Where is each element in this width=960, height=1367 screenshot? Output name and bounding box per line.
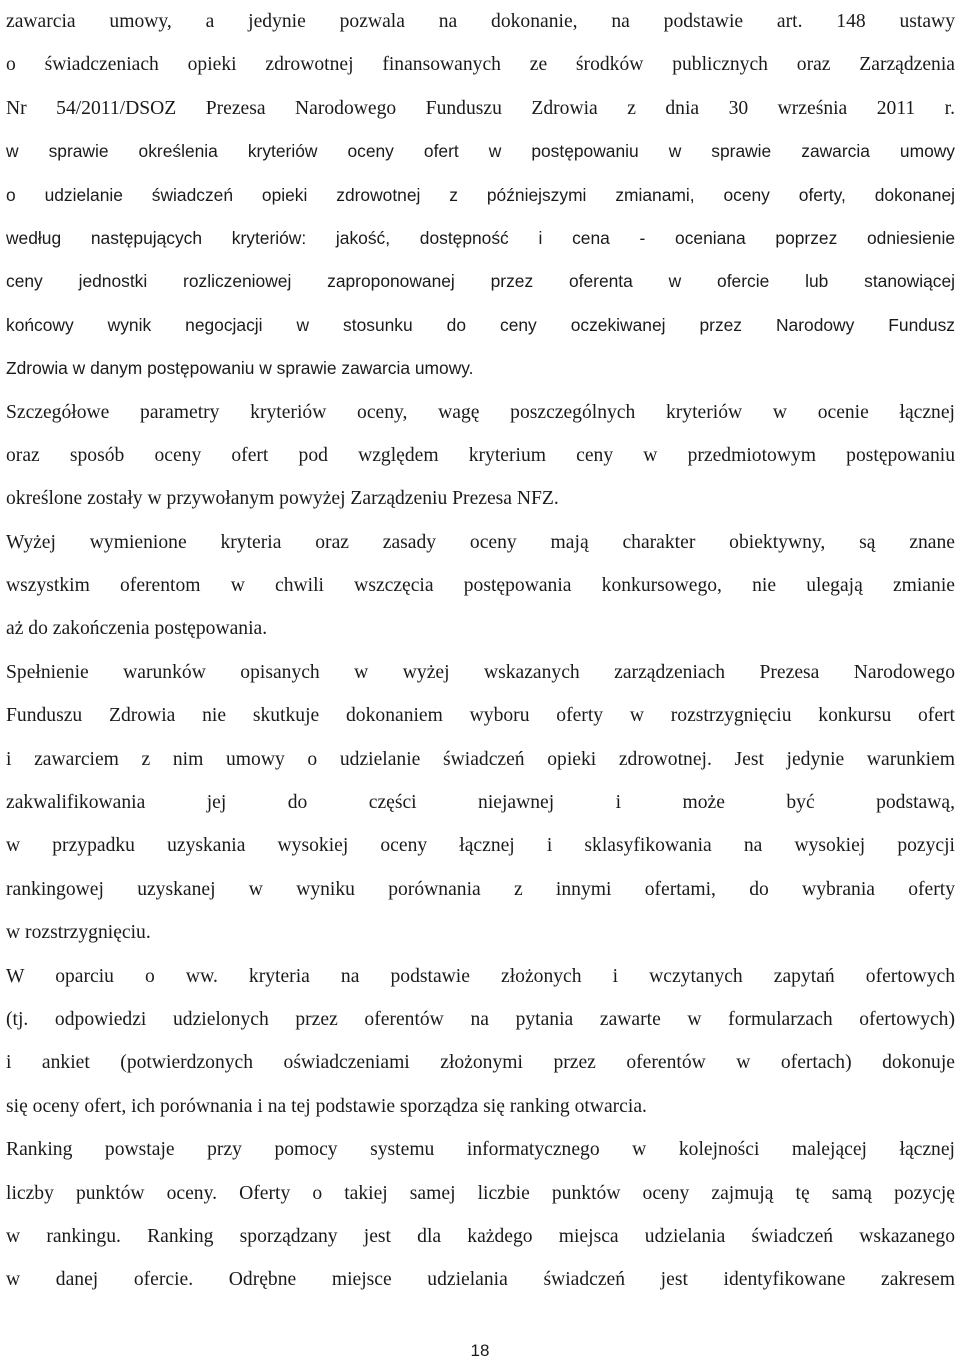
text-line: i zawarciem z nim umowy o udzielanie świadczeń opieki zdrowotnej. Jest jedynie warunkiem <box>6 748 955 770</box>
page-number: 18 <box>470 1341 490 1360</box>
text-line: w rankingu. Ranking sporządzany jest dla każdego miejsca udzielania świadczeń wskazanego <box>6 1225 955 1247</box>
text-line: końcowy wynik negocjacji w stosunku do ceny oczekiwanej przez Narodowy Fundusz <box>6 314 955 335</box>
text-line: ceny jednostki rozliczeniowej zaproponowanej przez oferenta w ofercie lub stanowiącej <box>6 271 955 292</box>
text-line: według następujących kryteriów: jakość, dostępność i cena - oceniana poprzez odniesienie <box>6 227 955 248</box>
text-line: Zdrowia w danym postępowaniu w sprawie zawarcia umowy. <box>6 358 474 379</box>
text-line: w sprawie określenia kryteriów oceny ofert w postępowaniu w sprawie zawarcia umowy <box>6 141 955 162</box>
text-line: (tj. odpowiedzi udzielonych przez oferentów na pytania zawarte w formularzach ofertowych) <box>6 1008 955 1030</box>
text-line: w przypadku uzyskania wysokiej oceny łącznej i sklasyfikowania na wysokiej pozycji <box>6 835 955 857</box>
text-line: się oceny ofert, ich porównania i na tej podstawie sporządza się ranking otwarcia. <box>6 1095 647 1117</box>
text-line: Nr 54/2011/DSOZ Prezesa Narodowego Funduszu Zdrowia z dnia 30 września 2011 r. <box>6 97 955 119</box>
text-line: aż do zakończenia postępowania. <box>6 618 268 640</box>
text-line: zakwalifikowania jej do części niejawnej i może być podstawą, <box>6 792 955 814</box>
text-line: i ankiet (potwierdzonych oświadczeniami złożonymi przez oferentów w ofertach) dokonuje <box>6 1052 955 1074</box>
text-line: Funduszu Zdrowia nie skutkuje dokonaniem wyboru oferty w rozstrzygnięciu konkursu ofert <box>6 705 955 727</box>
text-line: Szczegółowe parametry kryteriów oceny, wagę poszczególnych kryteriów w ocenie łącznej <box>6 401 955 423</box>
text-line: Wyżej wymienione kryteria oraz zasady oceny mają charakter obiektywny, są znane <box>6 531 955 553</box>
text-line: Ranking powstaje przy pomocy systemu informatycznego w kolejności malejącej łącznej <box>6 1139 955 1161</box>
text-line: rankingowej uzyskanej w wyniku porównania z innymi ofertami, do wybrania oferty <box>6 878 955 900</box>
text-line: o udzielanie świadczeń opieki zdrowotnej z późniejszymi zmianami, oceny oferty, dokonanej <box>6 184 955 205</box>
text-line: wszystkim oferentom w chwili wszczęcia postępowania konkursowego, nie ulegają zmianie <box>6 575 955 597</box>
text-line: liczby punktów oceny. Oferty o takiej samej liczbie punktów oceny zajmują tę samą pozycję <box>6 1182 955 1204</box>
text-line: W oparciu o ww. kryteria na podstawie złożonych i wczytanych zapytań ofertowych <box>6 965 955 987</box>
text-line: Spełnienie warunków opisanych w wyżej wskazanych zarządzeniach Prezesa Narodowego <box>6 661 955 683</box>
document-page <box>6 0 955 1302</box>
text-line: określone zostały w przywołanym powyżej Zarządzeniu Prezesa NFZ. <box>6 488 559 510</box>
text-line: zawarcia umowy, a jedynie pozwala na dokonanie, na podstawie art. 148 ustawy <box>6 11 955 32</box>
text-line: o świadczeniach opieki zdrowotnej finansowanych ze środków publicznych oraz Zarządzenia <box>6 54 955 76</box>
text-line: w rozstrzygnięciu. <box>6 922 151 944</box>
text-line: w danej ofercie. Odrębne miejsce udzielania świadczeń jest identyfikowane zakresem <box>6 1269 955 1291</box>
text-line: oraz sposób oceny ofert pod względem kryterium ceny w przedmiotowym postępowaniu <box>6 444 955 466</box>
